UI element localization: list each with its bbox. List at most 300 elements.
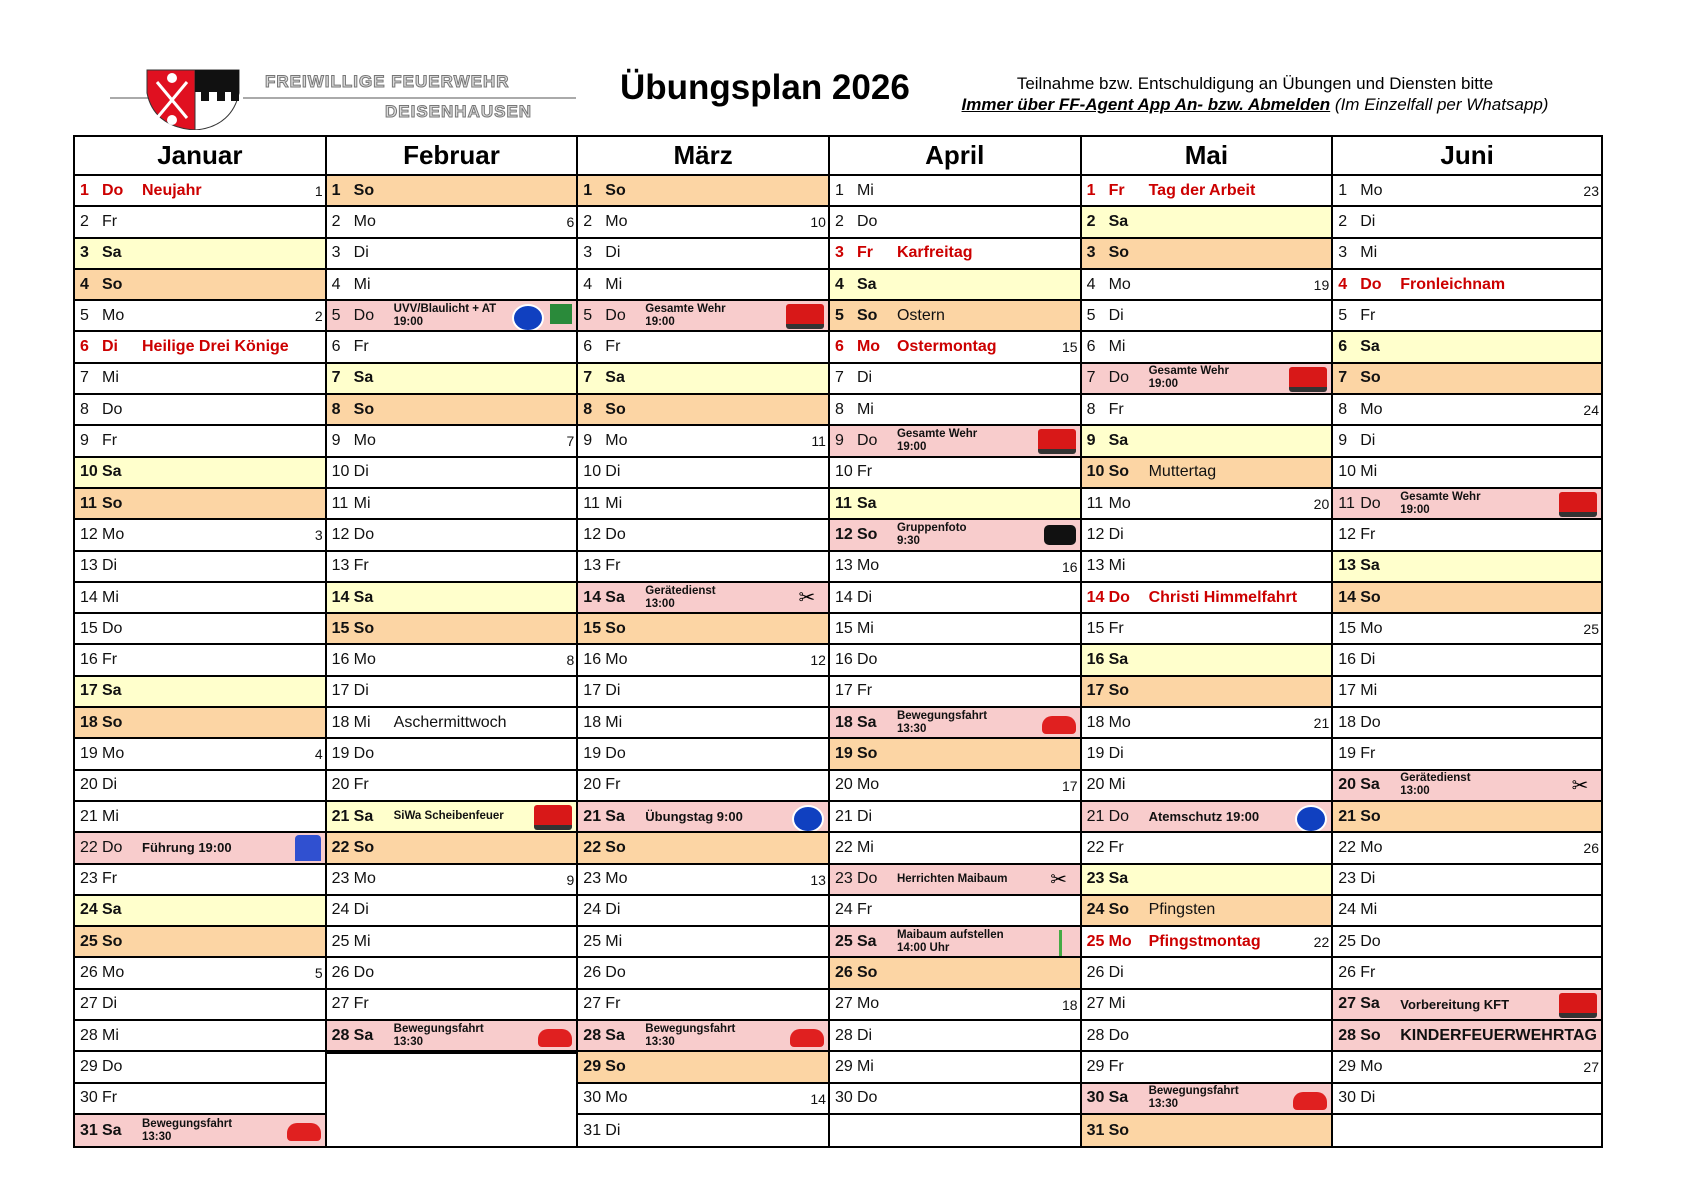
- day-cell[interactable]: [830, 1084, 1080, 1115]
- day-cell[interactable]: [327, 489, 577, 520]
- weekday: Sa: [353, 1026, 374, 1044]
- weekday: Mi: [353, 275, 371, 293]
- week-number: 12: [810, 652, 826, 669]
- day-cell[interactable]: [75, 865, 325, 896]
- weekday: Do: [353, 306, 375, 324]
- day-cell[interactable]: [830, 489, 1080, 520]
- day-cell[interactable]: [327, 865, 577, 896]
- event-day-cell[interactable]: [1082, 1084, 1332, 1115]
- day-cell[interactable]: [1333, 426, 1601, 457]
- weekday: So: [605, 838, 626, 856]
- event-day-cell[interactable]: [1333, 489, 1601, 520]
- day-cell[interactable]: [327, 645, 577, 676]
- day-cell[interactable]: [1333, 614, 1601, 645]
- weekday: Do: [1360, 275, 1382, 293]
- day-cell[interactable]: [1333, 677, 1601, 708]
- day-cell[interactable]: [578, 207, 828, 238]
- day-number: 6: [834, 338, 844, 356]
- day-cell[interactable]: [327, 364, 577, 395]
- day-cell[interactable]: [1082, 645, 1332, 676]
- day-number: 31: [80, 1121, 98, 1139]
- weekday: Di: [353, 901, 369, 919]
- day-cell[interactable]: [830, 1052, 1080, 1083]
- weekday: Sa: [353, 588, 374, 606]
- event-day-cell[interactable]: [1333, 990, 1601, 1021]
- day-cell[interactable]: [1333, 1052, 1601, 1083]
- day-number: 7: [834, 369, 844, 387]
- empty-cell: [1333, 1115, 1601, 1146]
- weekday: Di: [1360, 870, 1376, 888]
- day-cell[interactable]: [1333, 896, 1601, 927]
- weekday: Mi: [102, 369, 119, 387]
- day-cell[interactable]: [327, 583, 577, 614]
- day-number: 23: [834, 870, 853, 888]
- day-cell[interactable]: [1082, 301, 1332, 332]
- day-number: 11: [1086, 494, 1104, 512]
- weekday: Di: [1108, 964, 1124, 982]
- day-cell[interactable]: [1082, 958, 1332, 989]
- day-cell[interactable]: [830, 896, 1080, 927]
- day-cell[interactable]: [75, 176, 325, 207]
- day-cell[interactable]: [1082, 270, 1332, 301]
- day-number: 25: [834, 932, 853, 950]
- day-cell[interactable]: [578, 239, 828, 270]
- day-cell[interactable]: [75, 958, 325, 989]
- event-day-cell[interactable]: [830, 927, 1080, 958]
- day-number: 5: [583, 306, 593, 324]
- day-cell[interactable]: [1082, 207, 1332, 238]
- weekday: Sa: [856, 932, 877, 950]
- day-cell[interactable]: [578, 614, 828, 645]
- day-cell[interactable]: [1333, 927, 1601, 958]
- weekday: Sa: [605, 588, 625, 606]
- month-header: Januar: [75, 137, 325, 176]
- day-cell[interactable]: [1082, 426, 1332, 457]
- day-cell[interactable]: [75, 1052, 325, 1083]
- day-number: 21: [1086, 807, 1105, 825]
- day-cell[interactable]: [75, 489, 325, 520]
- weekday: Sa: [1108, 651, 1129, 669]
- day-cell[interactable]: [327, 739, 577, 770]
- day-cell[interactable]: [578, 520, 828, 551]
- weekday: Sa: [102, 244, 122, 262]
- day-cell[interactable]: [1333, 239, 1601, 270]
- event-day-cell[interactable]: [327, 301, 577, 332]
- event-day-cell[interactable]: [327, 1021, 577, 1052]
- weekday: Mo: [102, 964, 125, 982]
- weekday: Do: [856, 870, 878, 888]
- day-cell[interactable]: [578, 176, 828, 207]
- event-day-cell[interactable]: [830, 426, 1080, 457]
- day-cell[interactable]: [1082, 990, 1332, 1021]
- entry-time: 19:00: [645, 315, 675, 328]
- weekday: Do: [102, 400, 123, 418]
- vest-icon: [295, 835, 321, 861]
- day-cell[interactable]: [830, 1021, 1080, 1052]
- day-number: 4: [331, 275, 341, 293]
- entry-title: Bewegungsfahrt: [896, 709, 988, 722]
- day-cell[interactable]: [1333, 364, 1601, 395]
- weekday: Di: [102, 557, 118, 575]
- event-day-cell[interactable]: [830, 708, 1080, 739]
- day-cell[interactable]: [1082, 677, 1332, 708]
- entry-title: Herrichten Maibaum: [896, 872, 1008, 885]
- day-cell[interactable]: [578, 958, 828, 989]
- day-cell[interactable]: [578, 708, 828, 739]
- event-day-cell[interactable]: [1333, 1021, 1601, 1052]
- week-number: 1: [314, 183, 323, 199]
- day-cell[interactable]: [1082, 771, 1332, 802]
- day-number: 29: [834, 1057, 853, 1075]
- day-cell[interactable]: [830, 958, 1080, 989]
- divider: [243, 97, 576, 99]
- day-cell[interactable]: [327, 771, 577, 802]
- day-cell[interactable]: [1333, 207, 1601, 238]
- day-cell[interactable]: [75, 614, 325, 645]
- day-cell[interactable]: [578, 395, 828, 426]
- day-cell[interactable]: [1082, 1021, 1332, 1052]
- day-cell[interactable]: [830, 176, 1080, 207]
- day-cell[interactable]: [578, 1052, 828, 1083]
- day-cell[interactable]: [830, 771, 1080, 802]
- day-cell[interactable]: [1082, 395, 1332, 426]
- day-number: 23: [80, 870, 98, 888]
- day-number: 17: [583, 682, 602, 700]
- day-cell[interactable]: [1333, 332, 1601, 363]
- day-number: 2: [1338, 212, 1348, 230]
- day-cell[interactable]: [1333, 395, 1601, 426]
- day-cell[interactable]: [75, 677, 325, 708]
- day-number: 30: [1086, 1089, 1105, 1107]
- day-number: 25: [1086, 932, 1105, 950]
- weekday: Do: [1108, 807, 1130, 825]
- week-number: 11: [811, 433, 826, 450]
- day-cell[interactable]: [75, 1021, 325, 1052]
- day-cell[interactable]: [1082, 739, 1332, 770]
- weekday: Sa: [605, 369, 625, 387]
- weekday: Di: [1360, 432, 1376, 450]
- day-cell[interactable]: [830, 583, 1080, 614]
- day-cell[interactable]: [578, 489, 828, 520]
- day-cell[interactable]: [1082, 833, 1332, 864]
- day-number: 16: [583, 651, 602, 669]
- day-number: 12: [1338, 525, 1357, 543]
- month-column-0: [75, 137, 327, 1146]
- weekday: Fr: [1108, 1057, 1124, 1075]
- week-number: 23: [1583, 183, 1599, 199]
- weekday: Fr: [102, 432, 118, 450]
- weekday: Sa: [1360, 776, 1380, 794]
- day-cell[interactable]: [75, 426, 325, 457]
- day-cell[interactable]: [327, 677, 577, 708]
- day-cell[interactable]: [1082, 614, 1332, 645]
- day-cell[interactable]: [327, 708, 577, 739]
- day-cell[interactable]: [830, 239, 1080, 270]
- day-cell[interactable]: [578, 990, 828, 1021]
- day-number: 1: [834, 181, 844, 199]
- day-cell[interactable]: [75, 645, 325, 676]
- day-number: 16: [1086, 651, 1105, 669]
- day-cell[interactable]: [75, 1084, 325, 1115]
- day-cell[interactable]: [1333, 520, 1601, 551]
- day-number: 10: [1338, 463, 1357, 481]
- day-number: 2: [331, 212, 341, 230]
- day-number: 4: [583, 275, 593, 293]
- day-cell[interactable]: [327, 552, 577, 583]
- day-cell[interactable]: [1082, 458, 1332, 489]
- weekday: Fr: [102, 1089, 118, 1107]
- day-cell[interactable]: [1082, 1115, 1332, 1146]
- day-cell[interactable]: [830, 207, 1080, 238]
- day-cell[interactable]: [327, 458, 577, 489]
- day-cell[interactable]: [578, 865, 828, 896]
- event-day-cell[interactable]: [830, 865, 1080, 896]
- day-cell[interactable]: [830, 802, 1080, 833]
- day-number: 3: [80, 244, 89, 262]
- day-cell[interactable]: [578, 552, 828, 583]
- day-cell[interactable]: [1333, 645, 1601, 676]
- event-day-cell[interactable]: [75, 1115, 325, 1146]
- day-cell[interactable]: [1333, 552, 1601, 583]
- weekday: Fr: [856, 901, 873, 919]
- day-cell[interactable]: [75, 552, 325, 583]
- weekday: Fr: [856, 244, 873, 262]
- day-cell[interactable]: [830, 739, 1080, 770]
- day-cell[interactable]: [578, 833, 828, 864]
- event-day-cell[interactable]: [75, 833, 325, 864]
- weekday: Di: [353, 463, 369, 481]
- day-cell[interactable]: [1082, 239, 1332, 270]
- day-cell[interactable]: [1082, 332, 1332, 363]
- day-cell[interactable]: [75, 802, 325, 833]
- day-cell[interactable]: [75, 301, 325, 332]
- weekday: So: [1108, 1121, 1130, 1139]
- weekday: Mo: [605, 870, 628, 888]
- weekday: Mo: [353, 432, 376, 450]
- day-cell[interactable]: [578, 270, 828, 301]
- weekday: Do: [1108, 369, 1130, 387]
- day-cell[interactable]: [75, 270, 325, 301]
- weekday: Sa: [856, 713, 877, 731]
- weekday: Di: [1108, 744, 1124, 762]
- weekday: Di: [856, 807, 873, 825]
- day-number: 24: [583, 901, 602, 919]
- day-cell[interactable]: [327, 520, 577, 551]
- day-cell[interactable]: [327, 239, 577, 270]
- attendance-note: [930, 73, 1580, 115]
- day-cell[interactable]: [578, 1115, 828, 1146]
- weekday: Mi: [605, 932, 623, 950]
- weekday: Do: [102, 619, 123, 637]
- day-cell[interactable]: [75, 708, 325, 739]
- week-number: 9: [566, 871, 575, 888]
- day-cell[interactable]: [327, 270, 577, 301]
- day-cell[interactable]: [75, 458, 325, 489]
- maypole-icon: [1059, 930, 1076, 958]
- weekday: Di: [1360, 212, 1376, 230]
- day-cell[interactable]: [830, 270, 1080, 301]
- day-cell[interactable]: [1333, 583, 1601, 614]
- coat-of-arms-logo: [145, 68, 241, 130]
- day-cell[interactable]: [75, 520, 325, 551]
- day-cell[interactable]: [1082, 927, 1332, 958]
- day-cell[interactable]: [1082, 489, 1332, 520]
- day-cell[interactable]: [578, 896, 828, 927]
- weekday: Do: [102, 1057, 123, 1075]
- weekday: Do: [1360, 932, 1381, 950]
- day-cell[interactable]: [327, 614, 577, 645]
- day-cell[interactable]: [1333, 833, 1601, 864]
- day-cell[interactable]: [1082, 552, 1332, 583]
- day-cell[interactable]: [1082, 865, 1332, 896]
- day-cell[interactable]: [1333, 1084, 1601, 1115]
- day-cell[interactable]: [327, 395, 577, 426]
- day-number: 24: [834, 901, 853, 919]
- day-cell[interactable]: [75, 927, 325, 958]
- day-cell[interactable]: [327, 207, 577, 238]
- tools-icon: ✂: [798, 586, 816, 609]
- day-cell[interactable]: [327, 426, 577, 457]
- weekday: Fr: [1360, 964, 1376, 982]
- day-cell[interactable]: [75, 364, 325, 395]
- day-cell[interactable]: [75, 207, 325, 238]
- day-cell[interactable]: [1082, 583, 1332, 614]
- day-cell[interactable]: [830, 395, 1080, 426]
- day-cell[interactable]: [830, 677, 1080, 708]
- entry-title: Christi Himmelfahrt: [1148, 588, 1298, 606]
- entry-time: 13:00: [1400, 785, 1430, 798]
- day-number: 23: [331, 870, 350, 888]
- day-cell[interactable]: [578, 771, 828, 802]
- day-cell[interactable]: [1333, 270, 1601, 301]
- day-cell[interactable]: [1333, 865, 1601, 896]
- day-cell[interactable]: [75, 896, 325, 927]
- weekday: Mo: [353, 870, 376, 888]
- day-cell[interactable]: [830, 552, 1080, 583]
- week-number: 14: [810, 1090, 826, 1107]
- note-line1: Teilnahme bzw. Entschuldigung an Übungen und Diensten bitte: [1016, 74, 1494, 93]
- weekday: Mo: [856, 557, 880, 575]
- day-number: 28: [834, 1026, 853, 1044]
- day-cell[interactable]: [830, 301, 1080, 332]
- day-cell[interactable]: [830, 833, 1080, 864]
- day-cell[interactable]: [578, 458, 828, 489]
- weekday: So: [102, 494, 123, 512]
- event-day-cell[interactable]: [578, 802, 828, 833]
- event-day-cell[interactable]: [578, 583, 828, 614]
- day-number: 4: [1338, 275, 1348, 293]
- day-number: 19: [1086, 744, 1105, 762]
- day-cell[interactable]: [578, 927, 828, 958]
- day-cell[interactable]: [1082, 176, 1332, 207]
- day-cell[interactable]: [1333, 458, 1601, 489]
- day-cell[interactable]: [1082, 708, 1332, 739]
- day-cell[interactable]: [578, 1084, 828, 1115]
- fire-car-icon: [538, 1029, 572, 1047]
- weekday: Mo: [1108, 494, 1131, 512]
- entry-title: Bewegungsfahrt: [142, 1117, 233, 1130]
- weekday: So: [102, 713, 123, 731]
- entry-time: 19:00: [1400, 503, 1430, 516]
- week-number: 18: [1062, 996, 1078, 1013]
- month-column-1: [327, 137, 579, 1146]
- day-cell[interactable]: [1333, 958, 1601, 989]
- day-cell[interactable]: [327, 990, 577, 1021]
- day-cell[interactable]: [830, 645, 1080, 676]
- weekday: Fr: [353, 995, 369, 1013]
- day-cell[interactable]: [830, 458, 1080, 489]
- day-cell[interactable]: [1082, 896, 1332, 927]
- event-day-cell[interactable]: [578, 301, 828, 332]
- day-cell[interactable]: [1333, 802, 1601, 833]
- event-day-cell[interactable]: [830, 520, 1080, 551]
- weekday: Fr: [605, 338, 621, 356]
- fire-truck-icon: [1559, 492, 1597, 517]
- day-entry: [1400, 1027, 1601, 1045]
- week-number: 26: [1583, 840, 1599, 857]
- day-cell[interactable]: [830, 990, 1080, 1021]
- month-header: März: [578, 137, 828, 176]
- day-cell[interactable]: [1082, 520, 1332, 551]
- day-cell[interactable]: [327, 176, 577, 207]
- day-cell[interactable]: [327, 332, 577, 363]
- event-day-cell[interactable]: [1333, 771, 1601, 802]
- day-cell[interactable]: [327, 958, 577, 989]
- day-cell[interactable]: [75, 771, 325, 802]
- day-cell[interactable]: [75, 332, 325, 363]
- day-cell[interactable]: [327, 833, 577, 864]
- day-cell[interactable]: [1333, 176, 1601, 207]
- day-cell[interactable]: [75, 395, 325, 426]
- event-day-cell[interactable]: [578, 1021, 828, 1052]
- entry-title: Bewegungsfahrt: [393, 1022, 484, 1035]
- day-cell[interactable]: [830, 364, 1080, 395]
- weekday: Do: [856, 1089, 878, 1107]
- day-number: 8: [80, 400, 89, 418]
- day-cell[interactable]: [75, 990, 325, 1021]
- event-day-cell[interactable]: [327, 802, 577, 833]
- day-cell[interactable]: [578, 739, 828, 770]
- weekday: Do: [605, 964, 626, 982]
- day-cell[interactable]: [830, 614, 1080, 645]
- day-number: 9: [583, 432, 593, 450]
- day-cell[interactable]: [578, 332, 828, 363]
- weekday: So: [1360, 588, 1381, 606]
- day-cell[interactable]: [75, 583, 325, 614]
- day-cell[interactable]: [830, 332, 1080, 363]
- event-day-cell[interactable]: [1082, 364, 1332, 395]
- day-cell[interactable]: [1082, 1052, 1332, 1083]
- day-cell[interactable]: [1333, 739, 1601, 770]
- day-number: 27: [331, 995, 350, 1013]
- event-day-cell[interactable]: [1082, 802, 1332, 833]
- day-cell[interactable]: [578, 677, 828, 708]
- entry-title: Tag der Arbeit: [1148, 181, 1256, 199]
- month-header: Mai: [1082, 137, 1332, 176]
- day-cell[interactable]: [75, 739, 325, 770]
- day-cell[interactable]: [578, 426, 828, 457]
- day-cell[interactable]: [1333, 301, 1601, 332]
- day-cell[interactable]: [75, 239, 325, 270]
- day-cell[interactable]: [327, 896, 577, 927]
- day-number: 26: [1086, 964, 1105, 982]
- weekday: Sa: [1108, 432, 1129, 450]
- day-number: 26: [1338, 964, 1357, 982]
- day-cell[interactable]: [1333, 708, 1601, 739]
- day-cell[interactable]: [578, 364, 828, 395]
- day-cell[interactable]: [578, 645, 828, 676]
- day-cell[interactable]: [327, 927, 577, 958]
